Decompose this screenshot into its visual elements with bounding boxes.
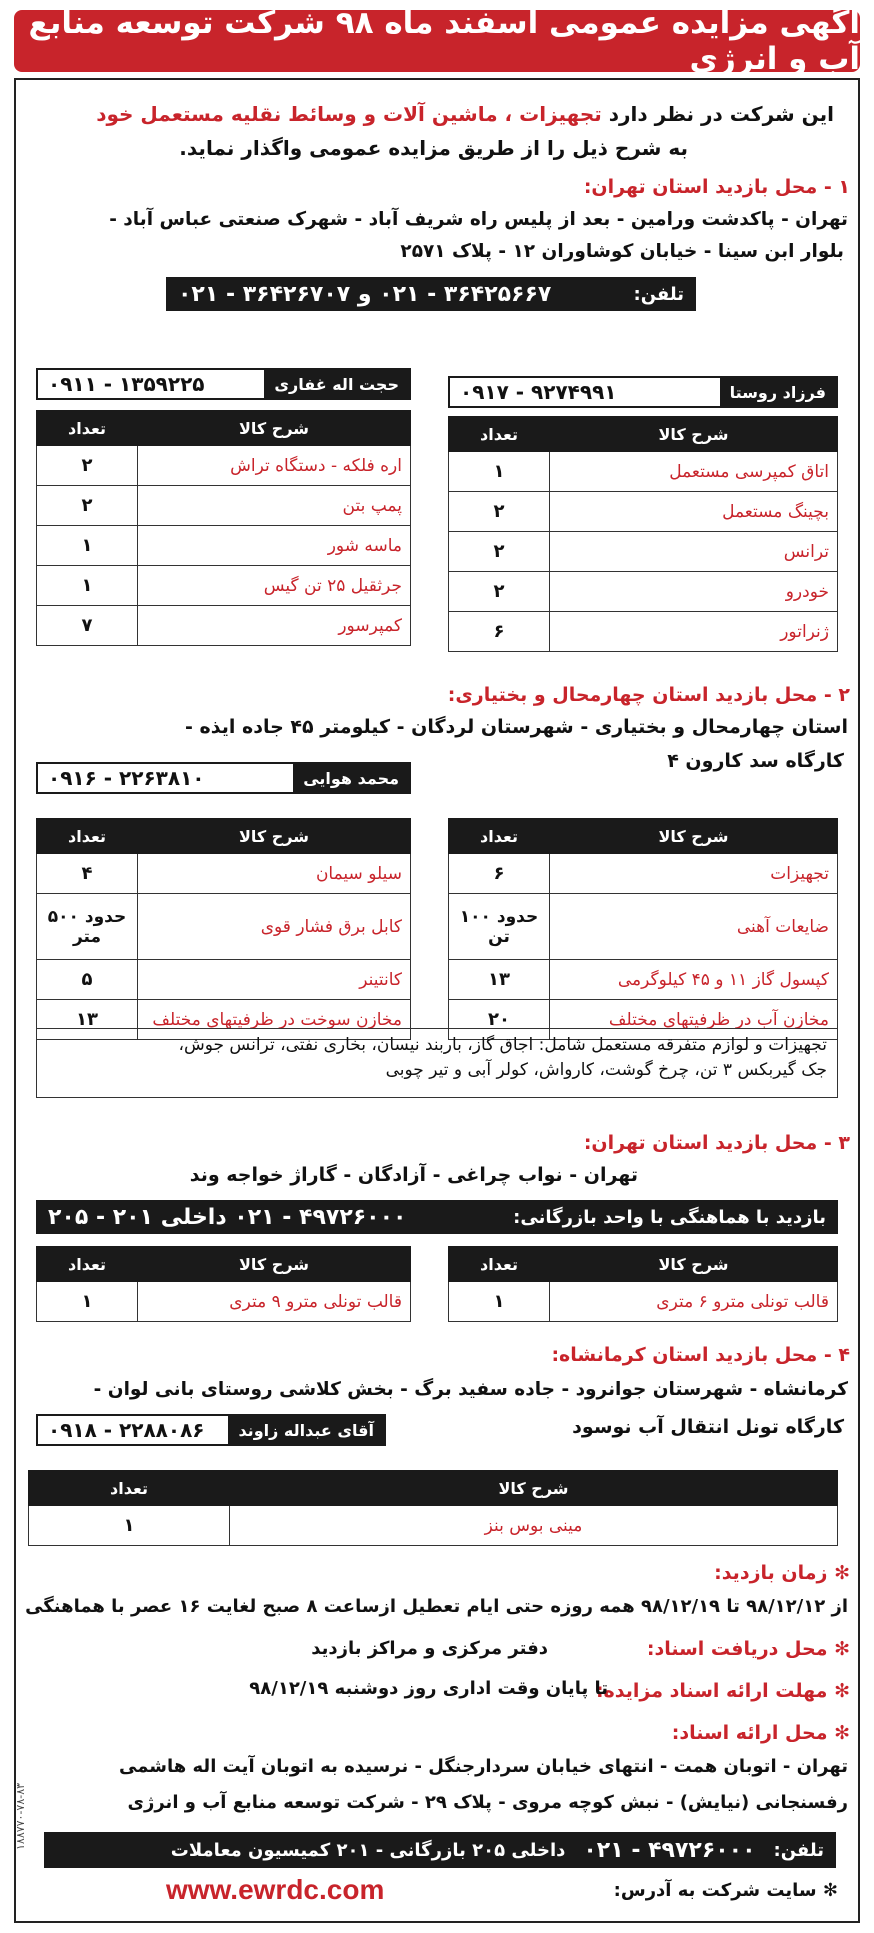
item-desc: قالب تونلی مترو ۹ متری: [138, 1282, 411, 1322]
website-label: سایت شرکت به آدرس:: [613, 1880, 817, 1901]
section3-table-right: [448, 1246, 838, 1322]
deadline-heading: [596, 1680, 850, 1702]
item-desc: پمپ بتن: [138, 486, 411, 526]
asterisk-icon: ✻: [827, 1562, 850, 1584]
table-row: [37, 1282, 411, 1322]
section3-heading: ۳ - محل بازدید استان تهران:: [583, 1132, 850, 1154]
table-row: [37, 486, 411, 526]
item-qty: ۱: [449, 1282, 550, 1322]
item-desc: قالب تونلی مترو ۶ متری: [550, 1282, 838, 1322]
col-desc: شرح کالا: [138, 411, 411, 446]
ad-title: آگهی مزایده عمومی اسفند ماه ۹۸ شرکت توسعه منابع آب و انرژی: [14, 10, 860, 72]
item-qty: ۱: [29, 1506, 230, 1546]
deadline-title: مهلت ارائه اسناد مزایده:: [595, 1680, 828, 1702]
phone-label: بازدید با هماهنگی با واحد بازرگانی:: [513, 1206, 826, 1228]
visit-time-title: زمان بازدید:: [714, 1562, 828, 1584]
item-desc: ماسه شور: [138, 526, 411, 566]
section3-table-left: [36, 1246, 411, 1322]
col-desc: شرح کالا: [230, 1471, 838, 1506]
table-row: [37, 526, 411, 566]
docs-receive-heading: [647, 1638, 850, 1660]
col-desc: شرح کالا: [550, 1247, 838, 1282]
footer-phone-bar: [44, 1832, 836, 1868]
docs-submit-line-2: رفسنجانی (نیایش) - نبش کوچه مروی - پلاک ۲۹ - شرکت توسعه منابع آب و انرژی: [127, 1792, 848, 1813]
table-row: [449, 612, 838, 652]
item-desc: ژنراتور: [550, 612, 838, 652]
item-desc: مخازن آب در ظرفیتهای مختلف: [550, 1000, 838, 1040]
col-qty: تعداد: [37, 819, 138, 854]
footer-phone-number: ۴۹۷۲۶۰۰۰ - ۰۲۱: [583, 1837, 756, 1863]
item-desc: بچینگ مستعمل: [550, 492, 838, 532]
item-qty: حدود ۵۰۰ متر: [37, 894, 138, 960]
section4-address-2: کارگاه تونل انتقال آب نوسود: [572, 1416, 844, 1438]
col-desc: شرح کالا: [138, 819, 411, 854]
item-qty: ۲: [449, 492, 550, 532]
table-row: [37, 566, 411, 606]
table-row: [37, 960, 411, 1000]
item-qty: ۱: [37, 526, 138, 566]
item-desc: کپسول گاز ۱۱ و ۴۵ کیلوگرمی: [550, 960, 838, 1000]
asterisk-icon: ✻: [827, 1680, 850, 1702]
table-row: [449, 894, 838, 960]
section1-table-right: [448, 416, 838, 652]
col-qty: تعداد: [449, 1247, 550, 1282]
contact-hojjat: [36, 368, 411, 400]
section1-phone-bar: [166, 277, 696, 311]
item-desc: کانتینر: [138, 960, 411, 1000]
intro-text: این شرکت در نظر دارد: [608, 102, 834, 126]
intro-highlight: تجهیزات ، ماشین آلات و وسائط نقلیه مستعمل خود: [96, 102, 602, 126]
item-desc: ضایعات آهنی: [550, 894, 838, 960]
item-qty: ۴: [37, 854, 138, 894]
docs-receive-title: محل دریافت اسناد:: [646, 1638, 828, 1660]
visit-time-heading: [714, 1562, 850, 1584]
section3-address: تهران - نواب چراغی - آزادگان - گاراژ خواجه وند: [189, 1164, 638, 1186]
docs-submit-line-1: تهران - اتوبان همت - انتهای خیابان سردارجنگل - نرسیده به اتوبان آیت اله هاشمی: [119, 1756, 848, 1777]
table-row: [449, 960, 838, 1000]
item-desc: جرثقیل ۲۵ تن گیس: [138, 566, 411, 606]
item-qty: ۲: [37, 486, 138, 526]
col-qty: تعداد: [37, 1247, 138, 1282]
item-qty: ۷: [37, 606, 138, 646]
col-desc: شرح کالا: [550, 417, 838, 452]
contact-abdollah: [36, 1414, 386, 1446]
section2-table-left: [36, 818, 411, 1040]
section3-phone: ۴۹۷۲۶۰۰۰ - ۰۲۱ داخلی ۲۰۱ - ۲۰۵: [48, 1204, 407, 1230]
item-qty: ۲: [37, 446, 138, 486]
side-code: ۱۸۸۷۷۰-۷۸-۸۳: [14, 1782, 27, 1850]
contact-mohammad: [36, 762, 411, 794]
item-qty: ۱: [449, 452, 550, 492]
item-desc: مخازن سوخت در ظرفیتهای مختلف: [138, 1000, 411, 1040]
table-row: [29, 1506, 838, 1546]
contact-phone: ۰۹۱۷ - ۹۲۷۴۹۹۱: [460, 380, 617, 404]
contact-name: حجت اله غفاری: [264, 370, 409, 398]
contact-phone: ۰۹۱۶ - ۲۲۶۳۸۱۰: [48, 766, 205, 790]
item-qty: ۱۳: [449, 960, 550, 1000]
section1-address-2: بلوار ابن سینا - خیابان کوشاوران ۱۲ - پلاک ۲۵۷۱: [400, 241, 844, 262]
col-desc: شرح کالا: [550, 819, 838, 854]
item-desc: خودرو: [550, 572, 838, 612]
item-qty: ۶: [449, 854, 550, 894]
website-row: [614, 1880, 838, 1903]
website-link[interactable]: www.ewrdc.com: [166, 1874, 385, 1905]
section1-phone: ۳۶۴۲۵۶۶۷ - ۰۲۱ و ۳۶۴۲۶۷۰۷ - ۰۲۱: [178, 281, 552, 307]
section4-table: [28, 1470, 838, 1546]
col-qty: تعداد: [37, 411, 138, 446]
section1-heading: ۱ - محل بازدید استان تهران:: [583, 176, 850, 198]
section1-table-left: [36, 410, 411, 646]
visit-time-text-2: دفتر مرکزی و مراکز بازدید: [311, 1638, 548, 1659]
section2-address-1: استان چهارمحال و بختیاری - شهرستان لردگان - کیلومتر ۴۵ جاده ایذه -: [185, 716, 848, 738]
contact-name: آقای عبداله زاوند: [228, 1416, 384, 1444]
table-row: [449, 1282, 838, 1322]
item-desc: مینی بوس بنز: [230, 1506, 838, 1546]
section3-phone-bar: [36, 1200, 838, 1234]
contact-farzad: [448, 376, 838, 408]
item-qty: ۱: [37, 566, 138, 606]
deadline-text: تا پایان وقت اداری روز دوشنبه ۹۸/۱۲/۱۹: [249, 1678, 608, 1699]
item-desc: سیلو سیمان: [138, 854, 411, 894]
table-row: [449, 854, 838, 894]
asterisk-icon: ✻: [827, 1722, 850, 1744]
section2-table-right: [448, 818, 838, 1040]
table-row: [449, 532, 838, 572]
table-row: [37, 894, 411, 960]
contact-phone: ۰۹۱۸ - ۲۲۸۸۰۸۶: [48, 1418, 205, 1442]
section1-address-1: تهران - پاکدشت ورامین - بعد از پلیس راه شریف آباد - شهرک صنعتی عباس آباد -: [109, 209, 848, 230]
table-row: [449, 452, 838, 492]
contact-name: فرزاد روستا: [720, 378, 836, 406]
section4-heading: ۴ - محل بازدید استان کرمانشاه:: [551, 1344, 850, 1366]
section2-heading: ۲ - محل بازدید استان چهارمحال و بختیاری:: [447, 684, 850, 706]
asterisk-icon: ✻: [827, 1638, 850, 1660]
contact-phone: ۰۹۱۱ - ۱۳۵۹۲۲۵: [48, 372, 205, 396]
item-qty: ۱۳: [37, 1000, 138, 1040]
table-row: [37, 446, 411, 486]
item-qty: ۱: [37, 1282, 138, 1322]
contact-name: محمد هوایی: [293, 764, 409, 792]
note-line-2: جک گیربکس ۳ تن، چرخ گوشت، کارواش، کولر آبی و تیر چوبی: [385, 1059, 827, 1080]
item-desc: تجهیزات: [550, 854, 838, 894]
item-qty: ۶: [449, 612, 550, 652]
table-row: [449, 492, 838, 532]
item-qty: حدود ۱۰۰ تن: [449, 894, 550, 960]
docs-submit-heading: [672, 1722, 850, 1744]
item-qty: ۲: [449, 572, 550, 612]
phone-label: تلفن:: [773, 1839, 824, 1861]
item-desc: اره فلکه - دستگاه تراش: [138, 446, 411, 486]
item-desc: ترانس: [550, 532, 838, 572]
asterisk-icon: ✻: [816, 1880, 838, 1901]
item-qty: ۲: [449, 532, 550, 572]
intro-line-2: به شرح ذیل را از طریق مزایده عمومی واگذار نماید.: [179, 136, 688, 160]
ad-frame: [14, 78, 860, 1923]
item-desc: کمپرسور: [138, 606, 411, 646]
phone-label: تلفن:: [633, 283, 684, 305]
col-desc: شرح کالا: [138, 1247, 411, 1282]
section4-address-1: کرمانشاه - شهرستان جوانرود - جاده سفید برگ - بخش کلاشی روستای بانی لوان -: [93, 1379, 848, 1400]
table-row: [37, 606, 411, 646]
table-row: [37, 854, 411, 894]
col-qty: تعداد: [449, 417, 550, 452]
footer-phone-ext: داخلی ۲۰۵ بازرگانی - ۲۰۱ کمیسیون معاملات: [170, 1839, 566, 1861]
item-desc: کابل برق فشار قوی: [138, 894, 411, 960]
item-desc: اتاق کمپرسی مستعمل: [550, 452, 838, 492]
table-row: [449, 572, 838, 612]
visit-time-text: از ۹۸/۱۲/۱۲ تا ۹۸/۱۲/۱۹ همه روزه حتی ایام تعطیل ازساعت ۸ صبح لغایت ۱۶ عصر با هماهنگی: [25, 1596, 848, 1617]
col-qty: تعداد: [29, 1471, 230, 1506]
item-qty: ۵: [37, 960, 138, 1000]
section2-misc-note: [36, 1028, 838, 1098]
intro-line-1: [96, 102, 834, 127]
note-line-1: تجهیزات و لوازم متفرقه مستعمل شامل: اجاق گاز، باربند نیسان، بخاری نفتی، ترانس جوش،: [178, 1035, 827, 1055]
docs-submit-title: محل ارائه اسناد:: [671, 1722, 828, 1744]
item-qty: ۲۰: [449, 1000, 550, 1040]
section2-address-2: کارگاه سد کارون ۴: [667, 750, 844, 772]
col-qty: تعداد: [449, 819, 550, 854]
